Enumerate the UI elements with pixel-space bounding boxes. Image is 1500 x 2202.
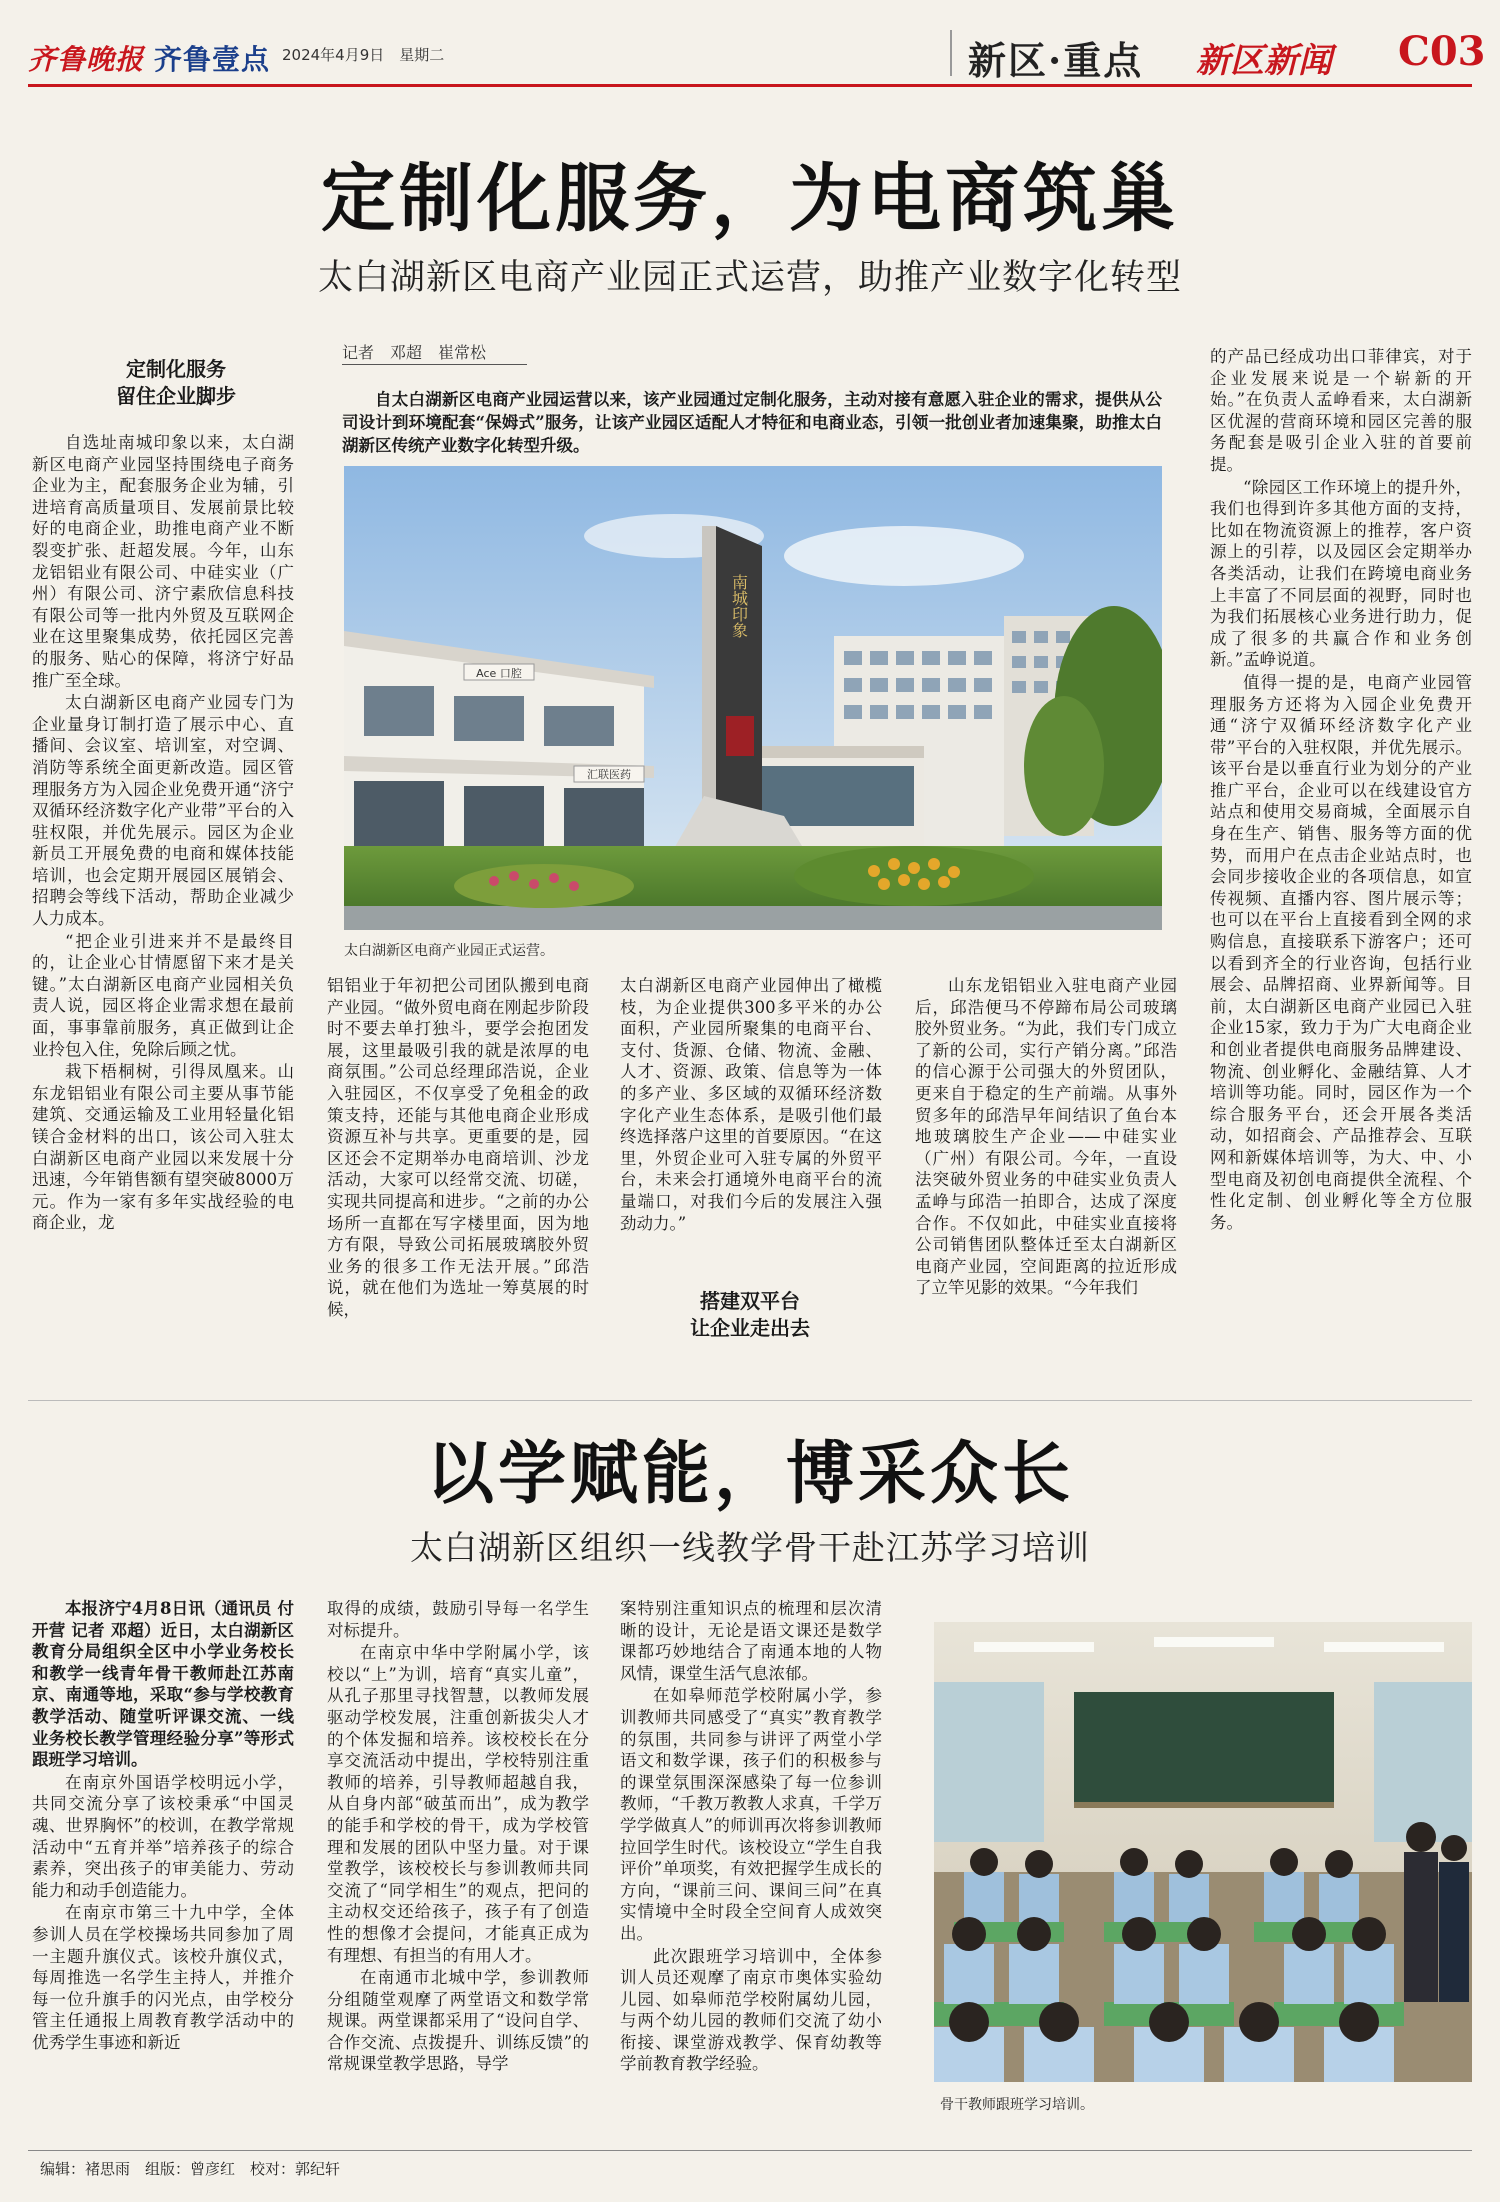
article2-column-1 <box>32 1598 294 2053</box>
article2-photo-caption: 骨干教师跟班学习培训。 <box>940 2097 1094 2113</box>
paragraph: 在南京市第三十九中学，全体参训人员在学校操场共同参加了周一主题升旗仪式。该校升旗仪式，每周推选一名学生主持人，并推介每一位升旗手的闪光点，由学校分管主任通报上周教育教学活动中的优秀学生事迹和新近 <box>32 1903 294 2052</box>
paragraph: 在南京外国语学校明远小学，共同交流分享了该校秉承“中国灵魂、世界胸怀”的校训，在教学常规活动中“五育并举”培养孩子的综合素养，突出孩子的审美能力、劳动能力和动手创造能力。 <box>32 1772 294 1900</box>
article1-lead: 自太白湖新区电商产业园运营以来，该产业园通过定制化服务，主动对接有意愿入驻企业的需求，提供从公司设计到环境配套“保姆式”服务，让该产业园区适配人才特征和电商业态，引领一批创业者加速集聚，助推太白湖新区传统产业数字化转型升级。 <box>342 390 1162 455</box>
shop-sign-2: 汇联医药 <box>587 768 631 781</box>
article1-column-1 <box>32 432 294 1234</box>
article2-column-2 <box>327 1598 589 2075</box>
article1-subhead-1: 定制化服务 留住企业脚步 <box>116 357 236 408</box>
issue-date: 2024年4月9日 星期二 <box>282 46 445 64</box>
paragraph: 自选址南城印象以来，太白湖新区电商产业园坚持围绕电子商务企业为主，配套服务企业为辅，引进培育高质量项目、发展前景比较好的电商企业，助推电商产业不断裂变扩张、赶超发展。今年，山东龙铝铝业有限公司、中硅实业（广州）有限公司、济宁素欣信息科技有限公司等一批内外贸及互联网企业在这里聚集成势，依托园区完善的服务、贴心的保障，将济宁好品推广至全球。 <box>32 433 294 690</box>
paragraph: 太白湖新区电商产业园伸出了橄榄枝，为企业提供300多平米的办公面积，产业园所聚集的电商平台、支付、货源、仓储、物流、金融、人才、资源、政策、信息等为一体的多产业、多区域的双循环经济数字化产业生态体系，是吸引他们最终选择落户这里的首要原因。“在这里，外贸企业可入驻专属的外贸平台，未来会打通境外电商平台的流量端口，对我们今后的发展注入强劲动力。” <box>620 976 882 1233</box>
paragraph: 太白湖新区电商产业园专门为企业量身订制打造了展示中心、直播间、会议室、培训室，对空调、消防等系统全面更新改造。园区管理服务方为入园企业免费开通“济宁双循环经济数字化产业带”平台的入驻权限，并优先展示。园区为企业新员工开展免费的电商和媒体技能培训，也会定期开展园区展销会、招聘会等线下活动，帮助企业减少人力成本。 <box>32 693 294 929</box>
paragraph: 栽下梧桐树，引得凤凰来。山东龙铝铝业有限公司主要从事节能建筑、交通运输及工业用轻量化铝镁合金材料的出口，该公司入驻太白湖新区电商产业园以来发展十分迅速，今年销售额有望突破8000万元。作为一家有多年实战经验的电商企业，龙 <box>32 1062 294 1233</box>
shop-sign-1: Ace 口腔 <box>476 667 522 680</box>
article-divider <box>28 1400 1472 1401</box>
header-rule <box>28 84 1472 87</box>
paragraph: 的产品已经成功出口菲律宾，对于企业发展来说是一个崭新的开始。”在负责人孟峥看来，太白湖新区优渥的营商环境和园区完善的服务配套是吸引企业入驻的首要前提。 <box>1210 347 1472 474</box>
paragraph: “把企业引进来并不是最终目的，让企业心甘情愿留下来才是关键。”太白湖新区电商产业园相关负责人说，园区将企业需求想在最前面，事事靠前服务，真正做到让企业拎包入住，免除后顾之忧。 <box>32 931 294 1059</box>
paragraph: 案特别注重知识点的梳理和层次清晰的设计，无论是语文课还是数学课都巧妙地结合了南通本地的人物风情，课堂生活气息浓郁。 <box>620 1599 882 1683</box>
editor-credits: 编辑：褚思雨 组版：曾彦红 校对：郭纪轩 <box>40 2160 341 2178</box>
paragraph: 在南通市北城中学，参训教师分组随堂观摩了两堂语文和数学常规课。两堂课都采用了“设问自学、合作交流、点拨提升、训练反馈”的常规课堂教学思路，导学 <box>327 1968 589 2074</box>
tower-sign: 南城印象 <box>729 574 749 638</box>
paragraph: 取得的成绩，鼓励引导每一名学生对标提升。 <box>327 1599 589 1640</box>
article1-subhead-2: 搭建双平台 让企业走出去 <box>690 1289 810 1340</box>
section-name: 新区·重点 <box>968 38 1144 83</box>
byline-rule <box>342 364 527 365</box>
masthead-logo: 齐鲁晚报 齐鲁壹点 <box>28 43 271 76</box>
article1-subtitle: 太白湖新区电商产业园正式运营，助推产业数字化转型 <box>317 258 1182 298</box>
header-divider <box>950 30 952 76</box>
article1-byline: 记者 邓超 崔常松 <box>342 343 487 362</box>
paragraph: 在南京中华中学附属小学，该校以“上”为训，培育“真实儿童”，从孔子那里寻找智慧，以教师发展驱动学校发展，注重创新拔尖人才的个体发掘和培养。该校校长在分享交流活动中提出，学校特别注重教师的培养，引导教师超越自我，从自身内部“破茧而出”，成为教学的能手和学校的骨干，成为学校管理和发展的团队中坚力量。对于课堂教学，该校校长与参训教师共同交流了“同学相生”的观点，把问的主动权交还给孩子，孩子有了创造性的想像才会提问，才能真正成为有理想、有担当的有用人才。 <box>327 1643 589 1965</box>
masthead-sub: 齐鲁壹点 <box>154 43 271 76</box>
paragraph: 山东龙铝铝业入驻电商产业园后，邱浩便马不停蹄布局公司玻璃胶外贸业务。“为此，我们专门成立了新的公司，实行产销分离。”邱浩的信心源于公司强大的外贸团队，更来自于稳定的生产前端。从事外贸多年的邱浩早年间结识了鱼台本地玻璃胶生产企业——中硅实业（广州）有限公司。今年，一直设法突破外贸业务的中硅实业负责人孟峥与邱浩一拍即合，达成了深度合作。不仅如此，中硅实业直接将公司销售团队整体迁至太白湖新区电商产业园，空间距离的拉近形成了立竿见影的效果。“今年我们 <box>915 976 1177 1298</box>
article1-column-3 <box>620 975 882 1234</box>
article2-photo <box>934 1622 1472 2082</box>
footer-rule <box>28 2150 1472 2151</box>
page-number: C03 <box>1398 28 1486 75</box>
article1-column-4 <box>915 975 1177 1299</box>
article1-column-2 <box>327 975 589 1321</box>
article1-photo-caption: 太白湖新区电商产业园正式运营。 <box>344 943 554 959</box>
paragraph: “除园区工作环境上的提升外，我们也得到许多其他方面的支持，比如在物流资源上的推荐，客户资源上的引荐，以及园区会定期举办各类活动，让我们在跨境电商业务上丰富了不同层面的视野，同时也为我们拓展核心业务进行助力，促成了很多的共赢合作和业务创新。”孟峥说道。 <box>1210 477 1472 670</box>
article2-subtitle: 太白湖新区组织一线教学骨干赴江苏学习培训 <box>410 1528 1090 1567</box>
park-photo-illustration <box>344 466 1162 930</box>
paragraph: 铝铝业于年初把公司团队搬到电商产业园。“做外贸电商在刚起步阶段时不要去单打独斗，要学会抱团发展，这里最吸引我的就是浓厚的电商氛围。”公司总经理邱浩说，企业入驻园区，不仅享受了免租金的政策支持，还能与其他电商企业形成资源互补与共享。更重要的是，园区还会不定期举办电商培训、沙龙活动，大家可以经常交流、切磋，实现共同提高和进步。“之前的办公场所一直都在写字楼里面，因为地方有限，导致公司拓展玻璃胶外贸业务的很多工作无法开展。”邱浩说，就在他们为选址一筹莫展的时候， <box>327 976 589 1319</box>
paragraph: 在如皋师范学校附属小学，参训教师共同感受了“真实”教育教学的氛围，共同参与讲评了两堂小学语文和数学课，孩子们的积极参与的课堂氛围深深感染了每一位参训教师，“千教万教教人求真，千学万学学做真人”的师训再次将参训教师拉回学生时代。该校设立“学生自我评价”单项奖，有效把握学生成长的方向，“课前三问、课间三问”在真实情境中全时段全空间育人成效突出。 <box>620 1686 882 1943</box>
article1-column-5 <box>1210 346 1472 1233</box>
article1-title: 定制化服务，为电商筑巢 <box>321 156 1179 242</box>
article2-column-3 <box>620 1598 882 2075</box>
paragraph: 值得一提的是，电商产业园管理服务方还将为入园企业免费开通“济宁双循环经济数字化产业带”平台的入驻权限，并优先展示。该平台是以垂直行业为划分的产业推广平台，企业可以在线建设官方站点和使用交易商城，全面展示自身在生产、销售、服务等方面的优势，而用户在点击企业站点时，也会同步接收企业的各项信息，如宣传视频、直播内容、图片展示等；也可以在平台上直接看到全网的求购信息，直接联系下游客户；还可以看到齐全的行业咨询，包括行业展会、品牌招商、业界新闻等。目前，太白湖新区电商产业园已入驻企业15家，致力于为广大电商企业和创业者提供电商服务品牌建设、物流、创业孵化、金融结算、人才培训等功能。同时，园区作为一个综合服务平台，还会开展各类活动，如招商会、产品推荐会、互联网和新媒体培训等，为大、中、小型电商及初创电商提供全流程、个性化定制、创业孵化等全方位服务。 <box>1210 672 1472 1232</box>
section-brand: 新区新闻 <box>1196 41 1332 81</box>
classroom-photo-illustration <box>934 1622 1472 2082</box>
article2-title: 以学赋能，博采众长 <box>425 1434 1074 1514</box>
dateline-paragraph: 本报济宁4月8日讯（通讯员 付开营 记者 邓超）近日，太白湖新区教育分局组织全区中小学业务校长和教学一线青年骨干教师赴江苏南京、南通等地，采取“参与学校教育教学活动、随堂听评课交流、一线业务校长教学管理经验分享”等形式跟班学习培训。 <box>32 1599 294 1770</box>
article1-photo <box>344 466 1162 930</box>
paragraph: 此次跟班学习培训中，全体参训人员还观摩了南京市奥体实验幼儿园、如皋师范学校附属幼儿园，与两个幼儿园的教师们交流了幼小衔接、课堂游戏教学、保育幼教等学前教育教学经验。 <box>620 1946 882 2074</box>
